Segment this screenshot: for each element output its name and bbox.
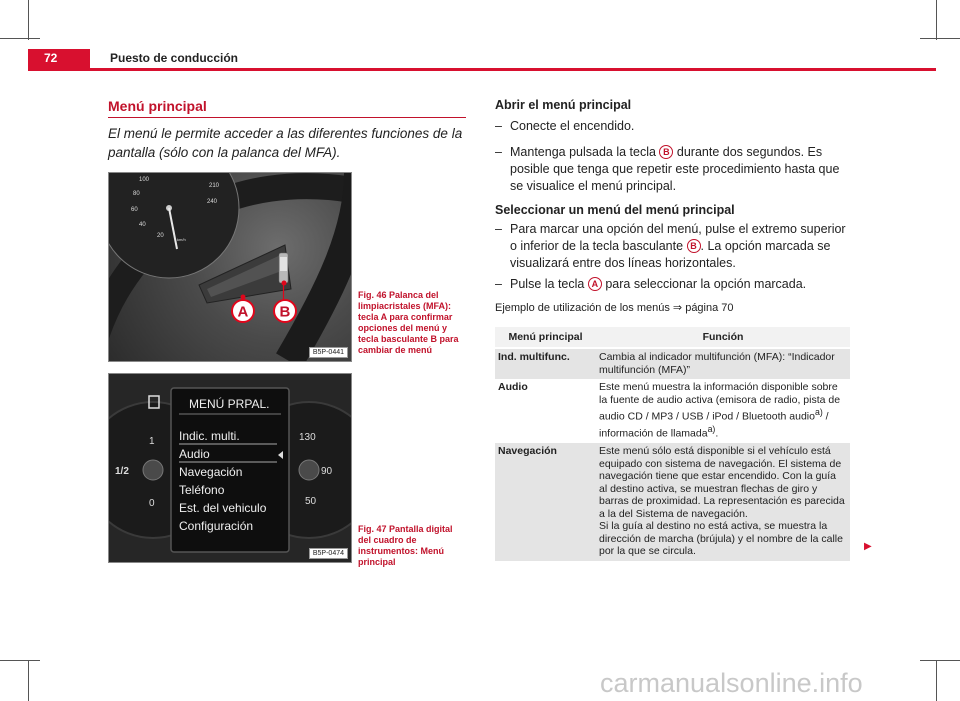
function-text: Este menú muestra la información disponible sobre la fuente de audio activa (emisora de radio, pista de audio CD / MP3 / USB / iPod / Bluetooth audio (599, 381, 841, 423)
header-title: Puesto de conducción (110, 51, 239, 65)
open-menu-heading: Abrir el menú principal (495, 98, 632, 112)
figure-code: B5P-0474 (309, 548, 348, 559)
gauge-tick: 80 (133, 191, 140, 197)
step-text: Mantenga pulsada la tecla (510, 145, 656, 159)
table-cell-menu: Ind. multifunc. (495, 348, 596, 379)
screen-title: MENÚ PRPAL. (189, 397, 270, 411)
step-text: para seleccionar la opción marcada. (605, 277, 807, 291)
gauge-tick: 40 (139, 222, 146, 228)
table-cell-function (596, 443, 850, 561)
bullet-dash: – (495, 119, 502, 133)
footnote-ref: a) (707, 424, 716, 434)
key-a-badge: A (588, 277, 602, 291)
crop-mark (0, 660, 40, 661)
step-select-option (495, 276, 850, 293)
key-b-badge: B (687, 239, 701, 253)
menu-item-navegacion: Navegación (179, 465, 243, 479)
table-row (495, 443, 850, 561)
figure-47 (108, 373, 352, 563)
continue-arrow-icon: ▶ (864, 541, 872, 552)
bullet-dash: – (495, 145, 502, 159)
fuel-tick: 1/2 (115, 466, 129, 477)
page-number: 72 (28, 49, 90, 68)
crop-mark (920, 660, 960, 661)
figure-code: B5P-0441 (309, 347, 348, 358)
menu-item-estado: Est. del vehiculo (179, 501, 267, 515)
temp-tick: 90 (321, 466, 333, 477)
step-hold-key (495, 144, 850, 195)
table-row (495, 379, 850, 443)
table-cell-menu: Audio (495, 379, 596, 443)
example-reference: Ejemplo de utilización de los menús ⇒ página 70 (495, 302, 734, 314)
step-text: Conecte el encendido. (510, 119, 635, 133)
menu-table (495, 327, 850, 561)
temp-tick: 50 (305, 496, 317, 507)
gauge-tick: 240 (207, 199, 218, 205)
fuel-tick: 1 (149, 436, 155, 447)
gauge-tick: 100 (139, 177, 150, 183)
bullet-dash: – (495, 222, 502, 236)
gauge-tick: 20 (157, 233, 164, 239)
table-header: Menú principal (495, 327, 596, 348)
gauge-tick: km/h (177, 237, 186, 242)
section-intro: El menú le permite acceder a las diferentes funciones de la pantalla (sólo con la palanca del MFA). (108, 126, 463, 160)
table-header-row (495, 327, 850, 348)
section-title: Menú principal (108, 98, 466, 118)
crop-mark (936, 0, 937, 40)
watermark: carmanualsonline.info (600, 668, 863, 698)
table-row (495, 348, 850, 379)
menu-item-configuracion: Configuración (179, 519, 254, 533)
step-text: Pulse la tecla (510, 277, 585, 291)
label-b: B (279, 303, 291, 321)
crop-mark (936, 660, 937, 701)
temp-tick: 130 (299, 432, 316, 443)
gauge-tick: 210 (209, 183, 220, 189)
table-cell-function (596, 379, 850, 443)
step-text: Para marcar una opción del menú, pulse el extremo superior o inferior de la tecla basculante (510, 222, 846, 253)
step-mark-option (495, 221, 850, 272)
menu-item-multi: Indic. multi. (179, 429, 240, 443)
wiper-lever-illustration (109, 173, 351, 361)
label-a: A (237, 303, 249, 321)
step-text: durante dos segundos. Es posible que tenga que repetir este procedimiento hasta que se visualice el menú principal. (510, 145, 840, 193)
crop-mark (28, 0, 29, 40)
select-menu-heading: Seleccionar un menú del menú principal (495, 203, 735, 217)
footnote-ref: a) (814, 407, 823, 417)
function-text: / información de llamada (599, 410, 829, 440)
function-text: . (715, 427, 719, 440)
function-text: Si la guía al destino no está activa, se muestra la dirección de marcha (brújula) y el nombre de la calle por la que se circula. (599, 520, 843, 557)
step-ignition (495, 118, 850, 135)
instrument-display-illustration (109, 374, 351, 562)
table-header: Función (596, 327, 850, 348)
crop-mark (28, 660, 29, 701)
gauge-tick: 60 (131, 207, 138, 213)
menu-item-audio: Audio (179, 447, 210, 461)
table-cell-function: Cambia al indicador multifunción (MFA): “Indicador multifunción (MFA)” (596, 348, 850, 379)
function-text: Este menú sólo está disponible si el vehículo está equipado con sistema de navegación. El sistema de navegación tiene que estar encendido. Con la guía al destino activa, se muestran flechas de giro y barras de proximidad. La representación es parecida a la del Sistema de navegación. (599, 445, 845, 520)
figure-46-caption: Fig. 46 Palanca del limpiacristales (MFA): tecla A para confirmar opciones del menú y tecla basculante B para cambiar de menú (358, 290, 459, 355)
table-cell-menu: Navegación (495, 443, 596, 561)
key-b-badge: B (659, 145, 673, 159)
fuel-tick: 0 (149, 498, 155, 509)
figure-46 (108, 172, 352, 362)
bullet-dash: – (495, 277, 502, 291)
menu-item-telefono: Teléfono (179, 483, 225, 497)
step-text: . La opción marcada se visualizará entre dos líneas horizontales. (510, 239, 831, 270)
figure-47-caption: Fig. 47 Pantalla digital del cuadro de instrumentos: Menú principal (358, 524, 453, 567)
page-header (28, 49, 936, 71)
crop-mark (920, 38, 960, 39)
crop-mark (0, 38, 40, 39)
